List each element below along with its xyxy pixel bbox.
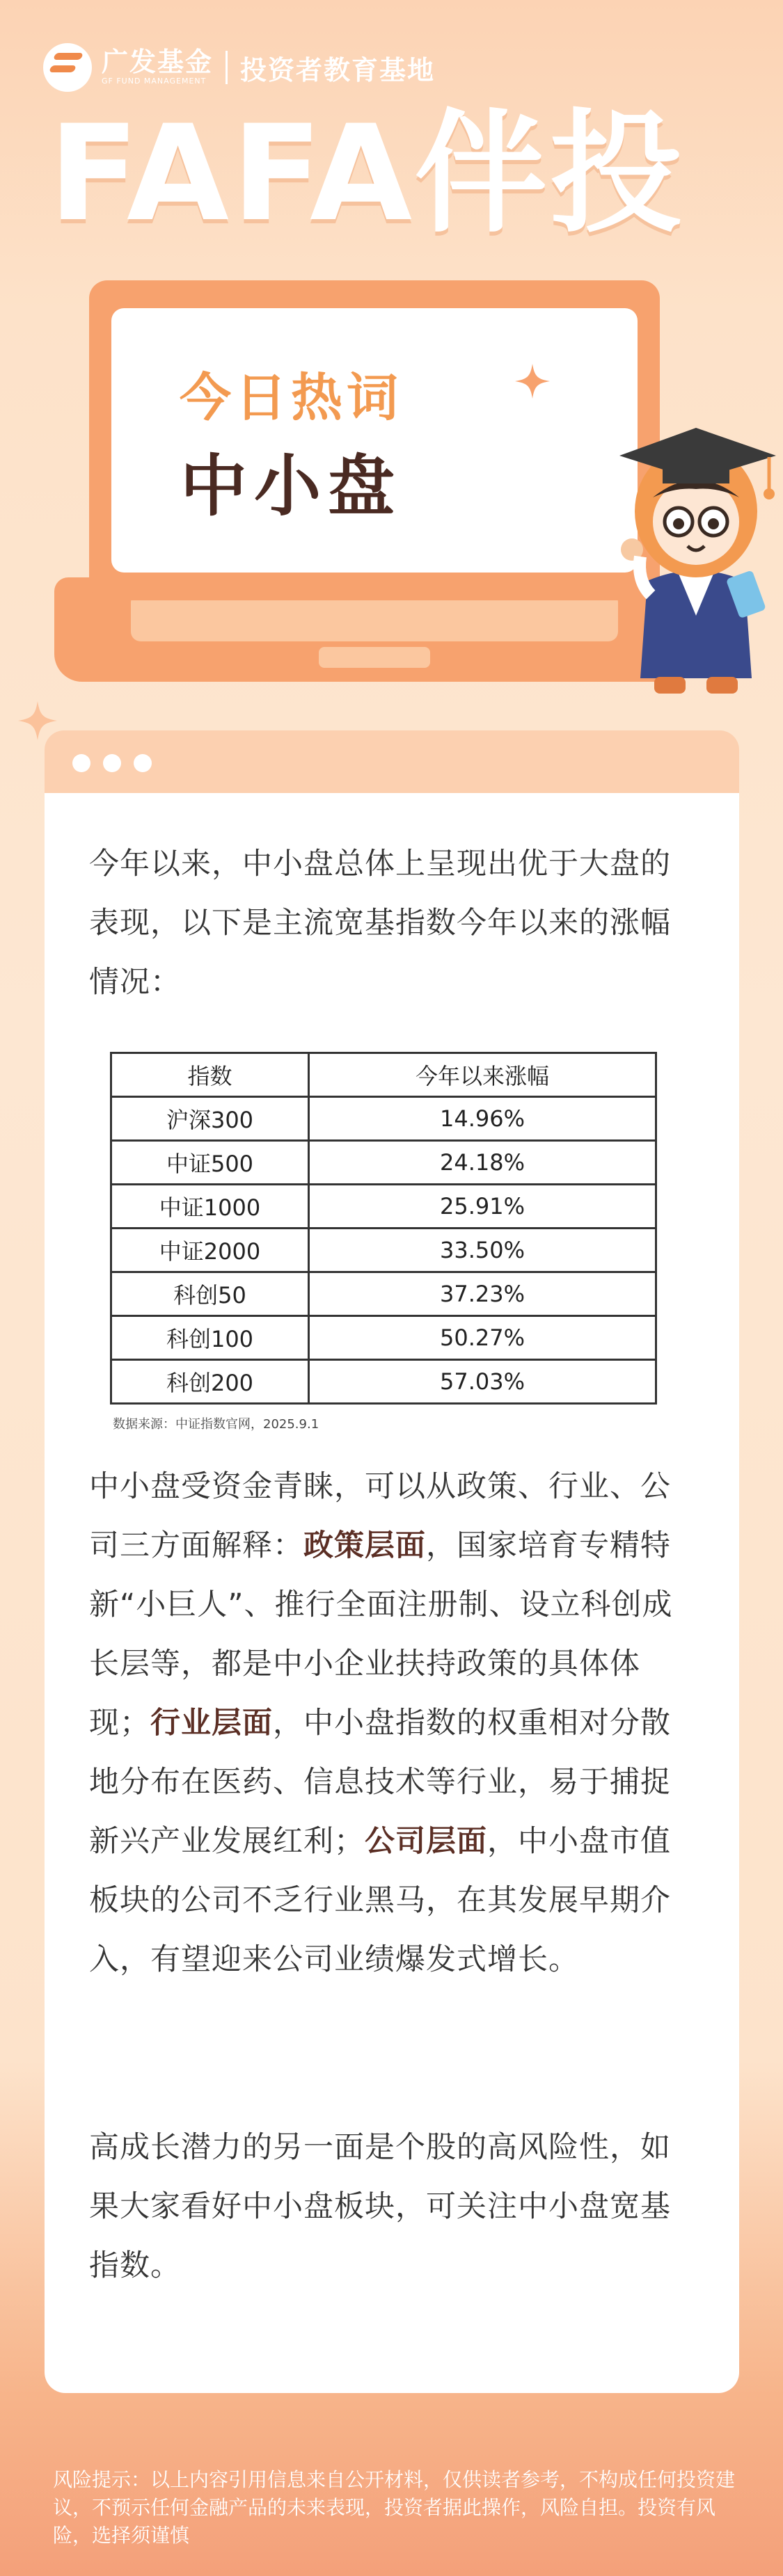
hot-word: 中小盘 [180, 447, 402, 525]
index-return-table [110, 1052, 657, 1405]
window-dot-icon [72, 754, 90, 772]
hot-word-label: 今日热词 [180, 368, 402, 428]
window-dot-icon [103, 754, 121, 772]
section-title: 投资者教育基地 [240, 54, 436, 86]
index-return: 25.91% [309, 1185, 656, 1229]
index-name: 沪深300 [111, 1097, 309, 1141]
index-return: 57.03% [309, 1360, 656, 1404]
laptop-screen [89, 280, 660, 600]
brand-name [102, 48, 213, 87]
index-return: 33.50% [309, 1229, 656, 1272]
page-title: FAFA伴投 [49, 97, 686, 250]
header-divider [226, 51, 228, 84]
gf-logo-icon [43, 43, 92, 92]
table-row [111, 1185, 656, 1229]
table-header-row [111, 1053, 656, 1097]
index-name: 科创200 [111, 1360, 309, 1404]
index-name: 科创50 [111, 1272, 309, 1316]
brand-name-cn: 广发基金 [102, 47, 214, 77]
explanation-text: ，中小盘指数的权重相对分散地分布在医药、信息技术等行业，易于捕捉新兴产业发展红利； [89, 1706, 671, 1859]
brand-name-en: GF FUND MANAGEMENT [102, 77, 207, 86]
company-highlight: 公司层面 [365, 1824, 487, 1859]
intro-paragraph: 今年以来，中小盘总体上呈现出优于大盘的表现，以下是主流宽基指数今年以来的涨幅情况： [89, 847, 671, 1000]
table-row [111, 1272, 656, 1316]
index-return: 37.23% [309, 1272, 656, 1316]
closing-paragraph: 高成长潜力的另一面是个股的高风险性，如果大家看好中小盘板块，可关注中小盘宽基指数。 [89, 2130, 671, 2283]
index-name: 中证500 [111, 1141, 309, 1185]
table-row [111, 1141, 656, 1185]
table-row [111, 1097, 656, 1141]
table-row [111, 1229, 656, 1272]
table-row [111, 1316, 656, 1360]
mascot-graduate-illustration [612, 407, 780, 699]
brand-header [43, 43, 435, 92]
card-header [45, 730, 739, 794]
policy-highlight: 政策层面 [303, 1528, 426, 1563]
table-header-return: 今年以来涨幅 [309, 1053, 656, 1097]
index-name: 科创100 [111, 1316, 309, 1360]
industry-highlight: 行业层面 [150, 1706, 273, 1741]
table-row [111, 1360, 656, 1404]
explanation-text: ，中小盘市值板块的公司不乏行业黑马，在其发展早期介入，有望迎来公司业绩爆发式增长。 [89, 1824, 671, 1977]
explanation-text: 中小盘受资金青睐，可以从政策、行业、公司三方面解释： [89, 1469, 671, 1563]
index-name: 中证1000 [111, 1185, 309, 1229]
laptop-touchpad [319, 647, 430, 668]
table-source-note: 数据来源：中证指数官网，2025.9.1 [113, 1417, 319, 1432]
explanation-paragraph [89, 1457, 695, 1990]
content-card [45, 793, 739, 2393]
hot-word-panel [111, 308, 638, 573]
window-dot-icon [134, 754, 152, 772]
index-return: 50.27% [309, 1316, 656, 1360]
sparkle-icon [515, 364, 550, 399]
index-return: 24.18% [309, 1141, 656, 1185]
table-header-index: 指数 [111, 1053, 309, 1097]
risk-disclaimer: 风险提示：以上内容引用信息来自公开材料，仅供读者参考，不构成任何投资建议，不预示任何金融产品的未来表现，投资者据此操作，风险自担。投资有风险，选择须谨慎 [53, 2468, 736, 2547]
index-return: 14.96% [309, 1097, 656, 1141]
index-name: 中证2000 [111, 1229, 309, 1272]
explanation-text: ，国家培育专精特新“小巨人”、推行全面注册制、设立科创成长层等，都是中小企业扶持政策的具体体现； [89, 1528, 673, 1741]
